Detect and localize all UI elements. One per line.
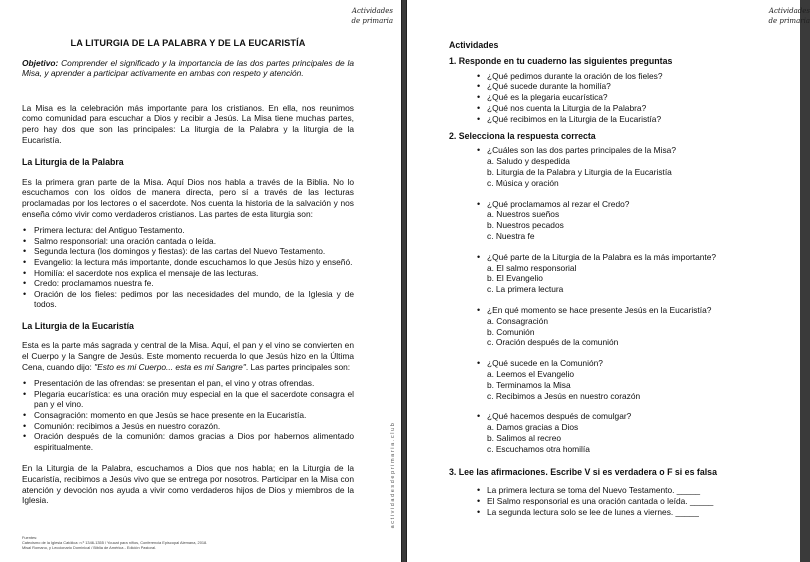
list-item: • Oración después de la comunión: damos gracias a Dios por habernos alimentado espiritualmente.	[22, 431, 354, 452]
multiple-choice-item	[477, 411, 779, 454]
list-item: • Oración de los fieles: pedimos por las necesidades del mundo, de la Iglesia y de todos.	[22, 289, 354, 310]
list-item: • Evangelio: la lectura más importante, donde escuchamos lo que Jesús hizo y enseñó.	[22, 257, 354, 268]
eucaristia-text: Esta es la parte más sagrada y central de la Misa. Aquí, el pan y el vino se convierten en el Cuerpo y la Sangre de Jesús. Este momento recuerda lo que Jesús hizo en la Última Cena, cuando dijo:	[22, 340, 354, 372]
closing-paragraph: En la Liturgia de la Palabra, escuchamos a Dios que nos habla; en la Liturgia de la Eucaristía, recibimos a Jesús vivo que se entrega por nosotros. Participar en la Misa con atención y devoción nos ayuda a vivir como verdaderos hijos de Dios y miembros de la Iglesia.	[22, 463, 354, 506]
mc-option: b. El Evangelio	[487, 273, 543, 284]
sources-line: Catecismo de la Iglesia Católica: n.º 1346-1355 / Youcat para niños, Conferencia Episcopal Alemana, 2018.	[22, 540, 208, 546]
question-1-list	[477, 71, 779, 125]
question-2-heading: 2. Selecciona la respuesta correcta	[449, 130, 596, 141]
mc-question: • ¿En qué momento se hace presente Jesús en la Eucaristía?	[477, 305, 779, 316]
mc-question: • ¿Qué parte de la Liturgia de la Palabra es la más importante?	[477, 252, 779, 263]
mc-question: • ¿Cuáles son las dos partes principales de la Misa?	[477, 145, 779, 156]
reading-page	[0, 0, 402, 562]
section-heading-palabra: La Liturgia de la Palabra	[22, 157, 124, 168]
list-item: • Comunión: recibimos a Jesús en nuestro corazón.	[22, 421, 354, 432]
mc-option: a. Damos gracias a Dios	[487, 422, 579, 433]
palabra-list	[22, 225, 354, 310]
corner-tag: Actividades de primaria	[351, 7, 393, 25]
question-3-heading: 3. Lee las afirmaciones. Escribe V si es verdadera o F si es falsa	[449, 466, 717, 477]
mc-option: a. El salmo responsorial	[487, 262, 577, 273]
list-item: • La primera lectura se toma del Nuevo Testamento. _____	[477, 485, 779, 496]
section-heading-eucaristia: La Liturgia de la Eucaristía	[22, 320, 134, 331]
list-item: • Homilía: el sacerdote nos explica el mensaje de las lecturas.	[22, 268, 354, 279]
multiple-choice-item	[477, 252, 779, 295]
website-text: actividadesdeprimaria.club	[390, 421, 396, 529]
multiple-choice-item	[477, 305, 779, 348]
list-item: • ¿Qué nos cuenta la Liturgia de la Palabra?	[477, 103, 779, 114]
list-item: • Salmo responsorial: una oración cantada o leída.	[22, 236, 354, 247]
eucaristia-list	[22, 378, 354, 452]
mc-option: c. Escuchamos otra homilía	[487, 443, 590, 454]
question-1-heading: 1. Responde en tu cuaderno las siguientes preguntas	[449, 55, 673, 66]
list-item: • Segunda lectura (los domingos y fiestas): de las cartas del Nuevo Testamento.	[22, 246, 354, 257]
corner-tag: Actividades de primaria	[768, 7, 810, 25]
list-item: • Consagración: momento en que Jesús se hace presente en la Eucaristía.	[22, 410, 354, 421]
objective	[22, 58, 354, 79]
mc-option: b. Terminamos la Misa	[487, 379, 571, 390]
list-item: • ¿Qué es la plegaria eucarística?	[477, 92, 779, 103]
mc-option: b. Nuestros pecados	[487, 220, 564, 231]
question-3-list	[477, 485, 779, 517]
sources	[22, 535, 272, 551]
website-watermark	[389, 400, 397, 550]
list-item: • La segunda lectura solo se lee de lunes a viernes. _____	[477, 507, 779, 518]
list-item: • ¿Qué recibimos en la Liturgia de la Eucaristía?	[477, 114, 779, 125]
multiple-choice-item	[477, 358, 779, 401]
sources-line: Misal Romano, y Leccionario Dominical / Biblia de América - Edición Pastoral.	[22, 545, 157, 551]
list-item: • El Salmo responsorial es una oración cantada o leída. _____	[477, 496, 779, 507]
mc-question: • ¿Qué proclamamos al rezar el Credo?	[477, 199, 779, 210]
mc-option: a. Leemos el Evangelio	[487, 368, 575, 379]
objective-label: Objetivo:	[22, 57, 59, 68]
list-item: • Credo: proclamamos nuestra fe.	[22, 278, 354, 289]
multiple-choice-item	[477, 199, 779, 242]
activities-page	[406, 0, 810, 562]
list-item: • Plegaria eucarística: es una oración muy especial en la que el sacerdote consagra el pan y el vino.	[22, 389, 354, 410]
page-title: LA LITURGIA DE LA PALABRA Y DE LA EUCARISTÍA	[70, 38, 306, 48]
mc-option: a. Nuestros sueños	[487, 209, 560, 220]
mc-question: • ¿Qué sucede en la Comunión?	[477, 358, 779, 369]
list-item: • ¿Qué sucede durante la homilía?	[477, 81, 779, 92]
mc-option: a. Saludo y despedida	[487, 156, 570, 167]
intro-paragraph: La Misa es la celebración más importante para los cristianos. En ella, nos reunimos como comunidad para escuchar a Dios y recibir a Jesús. La Misa tiene muchas partes, pero hay dos que son las principales: La liturgia de la Palabra y la liturgia de la Eucaristía.	[22, 102, 354, 145]
mc-option: b. Comunión	[487, 326, 535, 337]
activities-title: Actividades	[449, 40, 499, 50]
list-item: • ¿Qué pedimos durante la oración de los fieles?	[477, 71, 779, 82]
objective-text: Comprender el significado y la importancia de las dos partes principales de la Misa, y aprender a participar activamente en ambas con respeto y atención.	[22, 57, 355, 79]
mc-option: a. Consagración	[487, 315, 548, 326]
list-item: • Presentación de las ofrendas: se presentan el pan, el vino y otras ofrendas.	[22, 378, 354, 389]
mc-option: c. La primera lectura	[487, 284, 564, 295]
multiple-choice-item	[477, 145, 779, 188]
mc-option: c. Nuestra fe	[487, 230, 535, 241]
mc-option: b. Salimos al recreo	[487, 432, 562, 443]
eucaristia-paragraph	[22, 340, 354, 372]
palabra-paragraph: Es la primera gran parte de la Misa. Aquí Dios nos habla a través de la Biblia. No lo escuchamos con los oídos de manera directa, pero sí a través de las lecturas proclamadas por los lectores o el sacerdote. Nos cuenta la historia de la salvación y nos enseña cómo vivir como verdaderos cristianos. Las partes de esta liturgia son:	[22, 176, 354, 219]
eucaristia-text-end: . Las partes principales son:	[245, 361, 351, 372]
mc-question: • ¿Qué hacemos después de comulgar?	[477, 411, 779, 422]
sources-label: Fuentes:	[22, 535, 38, 540]
activities-content	[449, 40, 779, 524]
reading-content	[22, 38, 354, 518]
mc-option: c. Música y oración	[487, 177, 559, 188]
mc-option: b. Liturgia de la Palabra y Liturgia de la Eucaristía	[487, 166, 672, 177]
mc-option: c. Oración después de la comunión	[487, 337, 619, 348]
eucaristia-quote: "Esto es mi Cuerpo... esta es mi Sangre"	[94, 361, 246, 372]
list-item: • Primera lectura: del Antiguo Testamento.	[22, 225, 354, 236]
mc-option: c. Recibimos a Jesús en nuestro corazón	[487, 390, 641, 401]
